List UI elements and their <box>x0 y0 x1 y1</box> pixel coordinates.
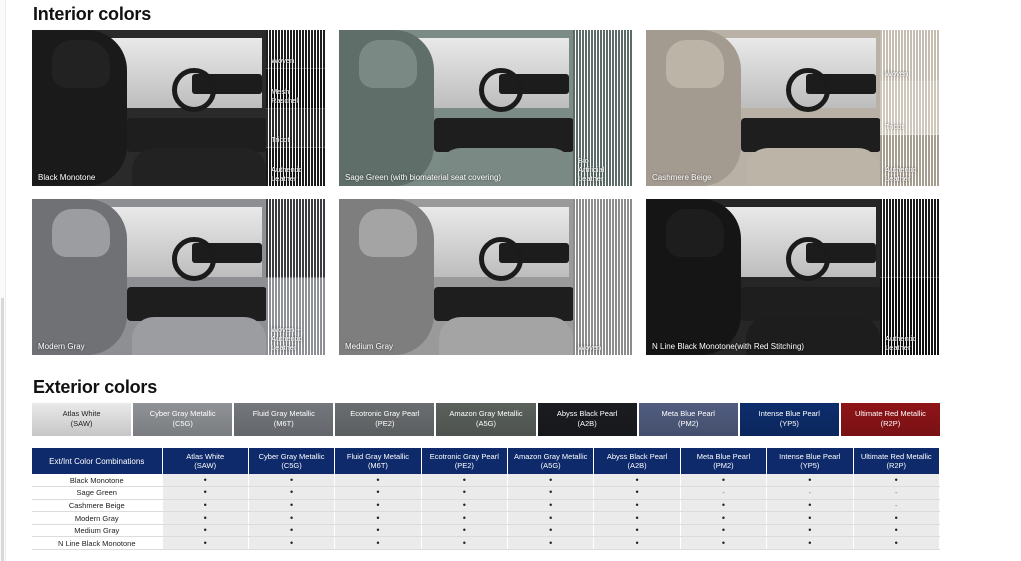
exterior-color-chip <box>740 403 839 436</box>
table-column-header <box>508 448 594 474</box>
table-column-header <box>594 448 680 474</box>
availability-cell: • <box>421 537 507 550</box>
exterior-color-code: (C5G) <box>172 419 193 428</box>
availability-cell: • <box>853 474 940 487</box>
availability-cell: • <box>767 537 853 550</box>
material-label: Woven <box>271 56 295 66</box>
availability-cell: • <box>508 499 594 512</box>
material-label: Mesh Raschel <box>271 86 299 105</box>
availability-cell: - <box>767 487 853 500</box>
table-column-header <box>335 448 421 474</box>
interior-photo <box>339 199 573 355</box>
availability-cell: • <box>594 537 680 550</box>
table-row <box>32 474 940 487</box>
interior-card <box>646 199 940 355</box>
availability-cell: • <box>680 499 766 512</box>
exterior-color-code: (A2B) <box>577 419 597 428</box>
interior-card <box>339 30 633 186</box>
availability-cell: - <box>853 499 940 512</box>
column-color-name: Abyss Black Pearl <box>606 452 668 461</box>
availability-cell: • <box>162 512 248 525</box>
availability-cell: - <box>853 487 940 500</box>
availability-cell: • <box>767 499 853 512</box>
material-label: Woven + Authentic Leather <box>271 325 303 352</box>
row-label: Modern Gray <box>32 512 162 525</box>
availability-cell: • <box>594 499 680 512</box>
table-row <box>32 524 940 537</box>
exterior-color-chip <box>32 403 131 436</box>
column-color-code: (A5G) <box>540 461 561 470</box>
availability-cell: • <box>248 474 334 487</box>
material-swatch <box>266 148 326 186</box>
table-column-header <box>767 448 853 474</box>
availability-cell: - <box>680 487 766 500</box>
column-color-code: (A2B) <box>627 461 647 470</box>
interior-trim-name: Black Monotone <box>38 173 96 182</box>
availability-cell: • <box>767 474 853 487</box>
exterior-color-name: Meta Blue Pearl <box>661 409 715 418</box>
exterior-title: Exterior colors <box>33 377 158 397</box>
interior-card <box>32 199 326 355</box>
availability-cell: • <box>594 512 680 525</box>
color-combination-table <box>32 448 940 550</box>
availability-cell: • <box>335 474 421 487</box>
column-color-code: (PE2) <box>454 461 474 470</box>
availability-cell: • <box>594 474 680 487</box>
exterior-color-code: (A5G) <box>475 419 496 428</box>
material-label: Authentic Leather <box>885 334 917 352</box>
availability-cell: • <box>594 487 680 500</box>
table-row <box>32 537 940 550</box>
material-swatches <box>573 199 633 355</box>
material-swatch <box>880 30 940 82</box>
exterior-color-code: (R2P) <box>880 419 901 428</box>
material-label: Bio Artificial Leather <box>578 156 605 183</box>
availability-cell: • <box>248 499 334 512</box>
availability-cell: • <box>853 512 940 525</box>
exterior-color-name: Fluid Gray Metallic <box>252 409 315 418</box>
exterior-color-chip <box>335 403 434 436</box>
availability-cell: • <box>508 474 594 487</box>
exterior-color-name: Intense Blue Pearl <box>758 409 820 418</box>
column-color-name: Atlas White <box>186 452 225 461</box>
availability-cell: • <box>421 474 507 487</box>
material-swatches <box>266 30 326 186</box>
availability-cell: • <box>162 474 248 487</box>
exterior-color-code: (PE2) <box>375 419 395 428</box>
table-row <box>32 499 940 512</box>
row-label: N Line Black Monotone <box>32 537 162 550</box>
material-swatch <box>266 278 326 356</box>
material-swatch <box>573 30 633 186</box>
availability-cell: • <box>680 524 766 537</box>
exterior-color-name: Cyber Gray Metallic <box>149 409 216 418</box>
material-label: Authentic Leather <box>271 165 303 183</box>
column-color-code: (SAW) <box>194 461 217 470</box>
availability-cell: • <box>248 524 334 537</box>
row-label: Black Monotone <box>32 474 162 487</box>
page-edge <box>0 0 6 561</box>
column-color-code: (YP5) <box>800 461 820 470</box>
column-color-code: (R2P) <box>886 461 907 470</box>
exterior-color-chip <box>133 403 232 436</box>
material-label: Tricot <box>885 121 904 131</box>
column-color-code: (M6T) <box>367 461 388 470</box>
table-row <box>32 487 940 500</box>
material-swatch <box>880 199 940 278</box>
material-label: Tricot <box>271 134 290 144</box>
exterior-swatch-row <box>32 403 940 436</box>
column-color-name: Ecotronic Gray Pearl <box>429 452 499 461</box>
interior-trim-name: Cashmere Beige <box>652 173 712 182</box>
availability-cell: • <box>421 499 507 512</box>
availability-cell: • <box>421 512 507 525</box>
scrollbar-thumb[interactable] <box>1 298 4 561</box>
availability-cell: • <box>853 537 940 550</box>
availability-cell: • <box>680 474 766 487</box>
exterior-color-name: Atlas White <box>62 409 101 418</box>
interior-card <box>339 199 633 355</box>
table-column-header <box>421 448 507 474</box>
row-label: Sage Green <box>32 487 162 500</box>
availability-cell: • <box>248 512 334 525</box>
availability-cell: • <box>162 499 248 512</box>
column-color-name: Meta Blue Pearl <box>696 452 751 461</box>
availability-cell: • <box>335 512 421 525</box>
exterior-color-chip <box>234 403 333 436</box>
exterior-color-code: (PM2) <box>678 419 699 428</box>
availability-cell: • <box>508 524 594 537</box>
material-label: Woven <box>578 343 602 352</box>
exterior-color-chip <box>538 403 637 436</box>
exterior-color-code: (YP5) <box>779 419 799 428</box>
availability-cell: • <box>248 487 334 500</box>
table-header-label: Ext/Int Color Combinations <box>32 448 162 474</box>
column-color-code: (PM2) <box>713 461 734 470</box>
exterior-color-name: Amazon Gray Metallic <box>449 409 523 418</box>
material-swatch <box>573 199 633 355</box>
availability-cell: • <box>767 512 853 525</box>
availability-cell: • <box>335 487 421 500</box>
exterior-color-name: Abyss Black Pearl <box>556 409 618 418</box>
table-header-row <box>32 448 940 474</box>
material-swatch <box>266 30 326 69</box>
table-column-header <box>162 448 248 474</box>
column-color-name: Amazon Gray Metallic <box>514 452 588 461</box>
availability-cell: • <box>508 487 594 500</box>
row-label: Cashmere Beige <box>32 499 162 512</box>
exterior-color-chip <box>841 403 940 436</box>
column-color-name: Ultimate Red Metallic <box>860 452 932 461</box>
availability-cell: • <box>508 537 594 550</box>
availability-cell: • <box>767 524 853 537</box>
material-label: Authentic Leather <box>885 164 917 183</box>
row-label: Medium Gray <box>32 524 162 537</box>
availability-cell: • <box>680 537 766 550</box>
interior-photo <box>32 30 266 186</box>
column-color-code: (C5G) <box>281 461 302 470</box>
table-column-header <box>680 448 766 474</box>
exterior-color-code: (M6T) <box>273 419 294 428</box>
interior-card <box>646 30 940 186</box>
table-column-header <box>853 448 940 474</box>
availability-cell: • <box>508 512 594 525</box>
material-swatches <box>880 30 940 186</box>
interior-trim-name: Modern Gray <box>38 342 85 351</box>
interior-photo <box>32 199 266 355</box>
availability-cell: • <box>680 512 766 525</box>
material-swatch <box>266 109 326 148</box>
table-column-header <box>248 448 334 474</box>
availability-cell: • <box>421 487 507 500</box>
availability-cell: • <box>162 524 248 537</box>
material-swatches <box>266 199 326 355</box>
exterior-color-name: Ecotronic Gray Pearl <box>350 409 420 418</box>
material-swatch <box>880 135 940 186</box>
interior-trim-name: Medium Gray <box>345 342 394 351</box>
column-color-name: Cyber Gray Metallic <box>258 452 325 461</box>
availability-cell: • <box>248 537 334 550</box>
interior-trim-name: N Line Black Monotone(with Red Stitching) <box>652 342 805 351</box>
availability-cell: • <box>335 524 421 537</box>
column-color-name: Fluid Gray Metallic <box>346 452 409 461</box>
interior-card <box>32 30 326 186</box>
availability-cell: • <box>162 537 248 550</box>
availability-cell: • <box>162 487 248 500</box>
availability-cell: • <box>594 524 680 537</box>
material-swatch <box>880 82 940 134</box>
exterior-color-code: (SAW) <box>70 419 93 428</box>
material-swatch <box>266 69 326 108</box>
material-swatches <box>880 199 940 355</box>
interior-photo <box>339 30 573 186</box>
table-row <box>32 512 940 525</box>
exterior-color-name: Ultimate Red Metallic <box>855 409 926 418</box>
interior-trim-name: Sage Green (with biomaterial seat covering) <box>345 173 502 182</box>
availability-cell: • <box>335 537 421 550</box>
exterior-color-chip <box>639 403 738 436</box>
availability-cell: • <box>335 499 421 512</box>
availability-cell: • <box>853 524 940 537</box>
availability-cell: • <box>421 524 507 537</box>
interior-photo <box>646 199 880 355</box>
material-swatch <box>880 278 940 356</box>
column-color-name: Intense Blue Pearl <box>779 452 841 461</box>
exterior-color-chip <box>436 403 535 436</box>
material-swatch <box>266 199 326 278</box>
interior-title: Interior colors <box>33 4 152 24</box>
material-label: Woven <box>885 69 909 79</box>
material-swatches <box>573 30 633 186</box>
interior-photo <box>646 30 880 186</box>
